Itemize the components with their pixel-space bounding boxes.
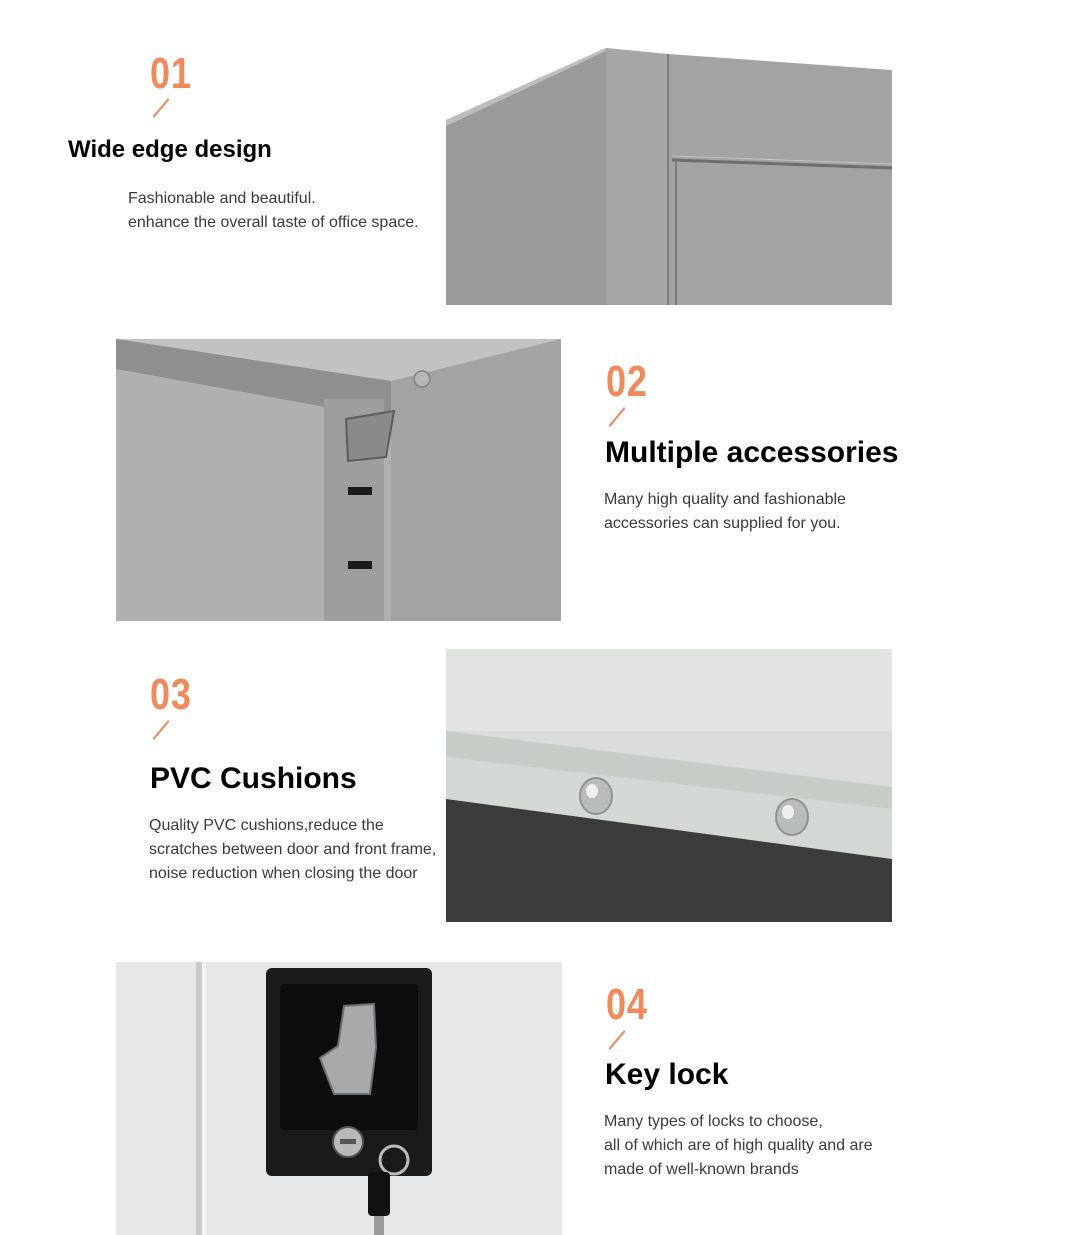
feature-desc-key-lock (604, 1110, 873, 1182)
desc-line: made of well-known brands (604, 1161, 799, 1178)
desc-line: Many high quality and fashionable (604, 491, 846, 508)
feature-desc-pvc-cushions (149, 814, 436, 886)
desc-line: Many types of locks to choose, (604, 1113, 823, 1130)
feature-number-02: 02 (606, 357, 648, 406)
feature-desc-wide-edge (128, 187, 419, 235)
desc-line: Fashionable and beautiful. (128, 190, 316, 207)
feature-title-key-lock: Key lock (605, 1058, 729, 1091)
feature-title-pvc-cushions: PVC Cushions (150, 762, 357, 795)
desc-line: noise reduction when closing the door (149, 865, 418, 882)
feature-title-wide-edge: Wide edge design (68, 136, 272, 163)
accent-slash-01 (153, 98, 170, 118)
accent-slash-03 (153, 720, 170, 740)
feature-title-multiple-accessories: Multiple accessories (605, 436, 899, 469)
feature-number-01: 01 (150, 49, 192, 98)
feature-desc-multiple-accessories (604, 488, 846, 536)
desc-line: all of which are of high quality and are (604, 1137, 873, 1154)
pvc-cushions-photo (446, 649, 892, 922)
cabinet-shelf-clip-photo (116, 339, 561, 621)
accent-slash-04 (609, 1030, 626, 1050)
desc-line: Quality PVC cushions,reduce the (149, 817, 384, 834)
key-lock-photo (116, 962, 562, 1235)
feature-number-03: 03 (150, 670, 192, 719)
cabinet-top-edge-photo (446, 48, 892, 305)
feature-number-04: 04 (606, 980, 648, 1029)
desc-line: enhance the overall taste of office space. (128, 214, 419, 231)
desc-line: accessories can supplied for you. (604, 515, 841, 532)
desc-line: scratches between door and front frame, (149, 841, 437, 858)
accent-slash-02 (609, 407, 626, 427)
